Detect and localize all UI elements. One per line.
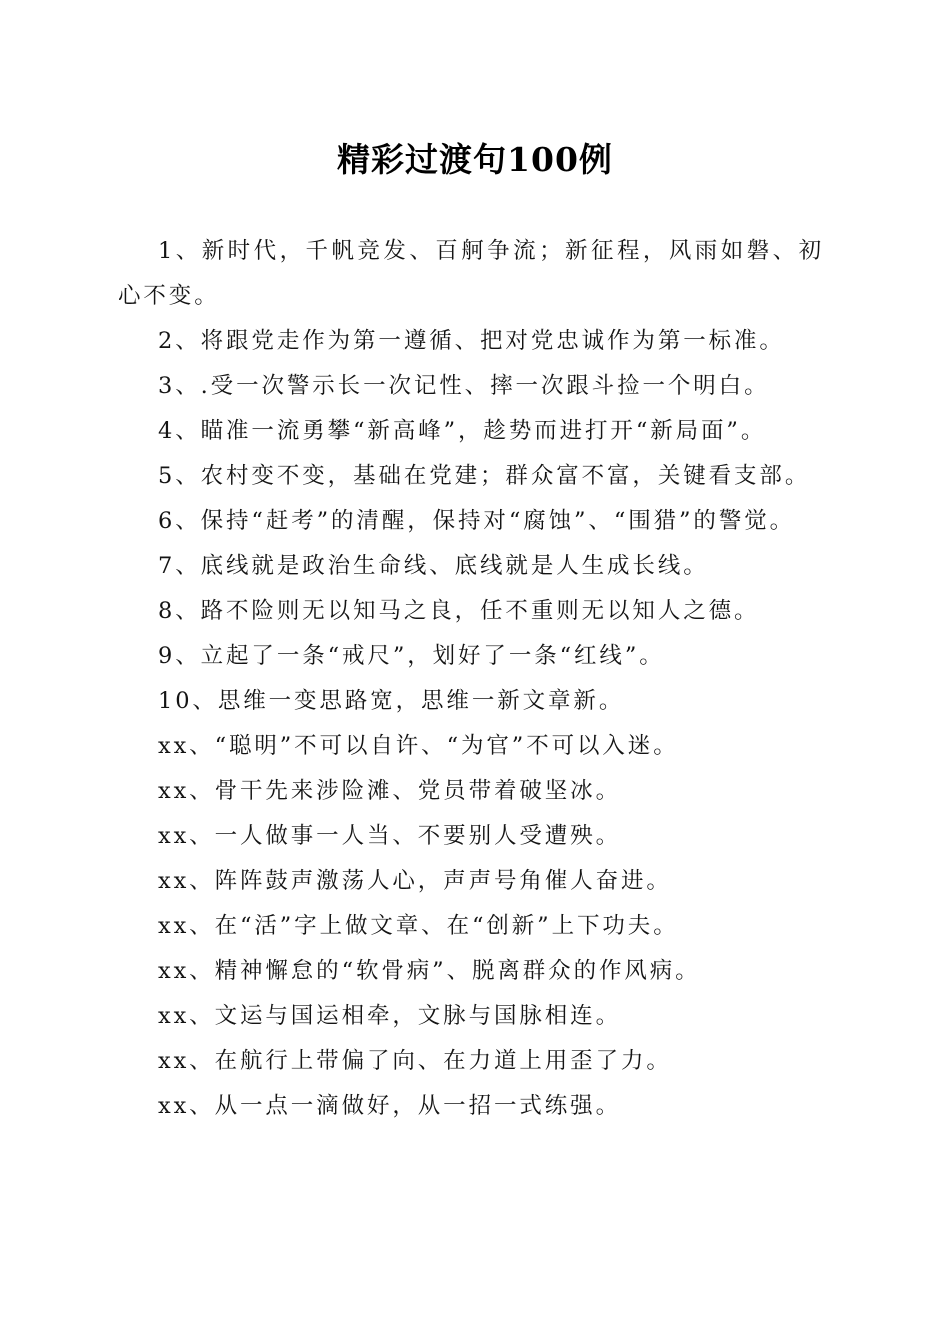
paragraph: xx、骨干先来涉险滩、党员带着破坚冰。 — [158, 778, 621, 804]
paragraph: 5、农村变不变，基础在党建；群众富不富，关键看支部。 — [158, 463, 811, 489]
paragraph: 2、将跟党走作为第一遵循、把对党忠诚作为第一标准。 — [158, 328, 785, 354]
paragraph: 9、立起了一条“戒尺”，划好了一条“红线”。 — [158, 643, 665, 669]
paragraph: 8、路不险则无以知马之良，任不重则无以知人之德。 — [158, 598, 760, 624]
paragraph: 7、底线就是政治生命线、底线就是人生成长线。 — [158, 553, 709, 579]
paragraph: xx、一人做事一人当、不要别人受遭殃。 — [158, 823, 621, 849]
paragraph: xx、从一点一滴做好，从一招一式练强。 — [158, 1093, 621, 1119]
document-body — [118, 229, 824, 1129]
paragraph: 10、思维一变思路宽，思维一新文章新。 — [158, 688, 625, 714]
paragraph: xx、在航行上带偏了向、在力道上用歪了力。 — [158, 1048, 672, 1074]
paragraph: xx、精神懈怠的“软骨病”、脱离群众的作风病。 — [158, 958, 701, 984]
paragraph: xx、在“活”字上做文章、在“创新”上下功夫。 — [158, 913, 679, 939]
paragraph: 4、瞄准一流勇攀“新高峰”，趁势而进打开“新局面”。 — [158, 418, 767, 444]
paragraph: xx、“聪明”不可以自许、“为官”不可以入迷。 — [158, 733, 679, 759]
paragraph: 3、.受一次警示长一次记性、摔一次跟斗捡一个明白。 — [158, 373, 770, 399]
document-title: 精彩过渡句100例 — [337, 140, 613, 179]
paragraph: 1、新时代，千帆竞发、百舸争流；新征程，风雨如磐、初心不变。 — [118, 238, 824, 309]
paragraph: 6、保持“赶考”的清醒，保持对“腐蚀”、“围猎”的警觉。 — [158, 508, 796, 534]
paragraph: xx、阵阵鼓声激荡人心，声声号角催人奋进。 — [158, 868, 672, 894]
paragraph: xx、文运与国运相牵，文脉与国脉相连。 — [158, 1003, 621, 1029]
